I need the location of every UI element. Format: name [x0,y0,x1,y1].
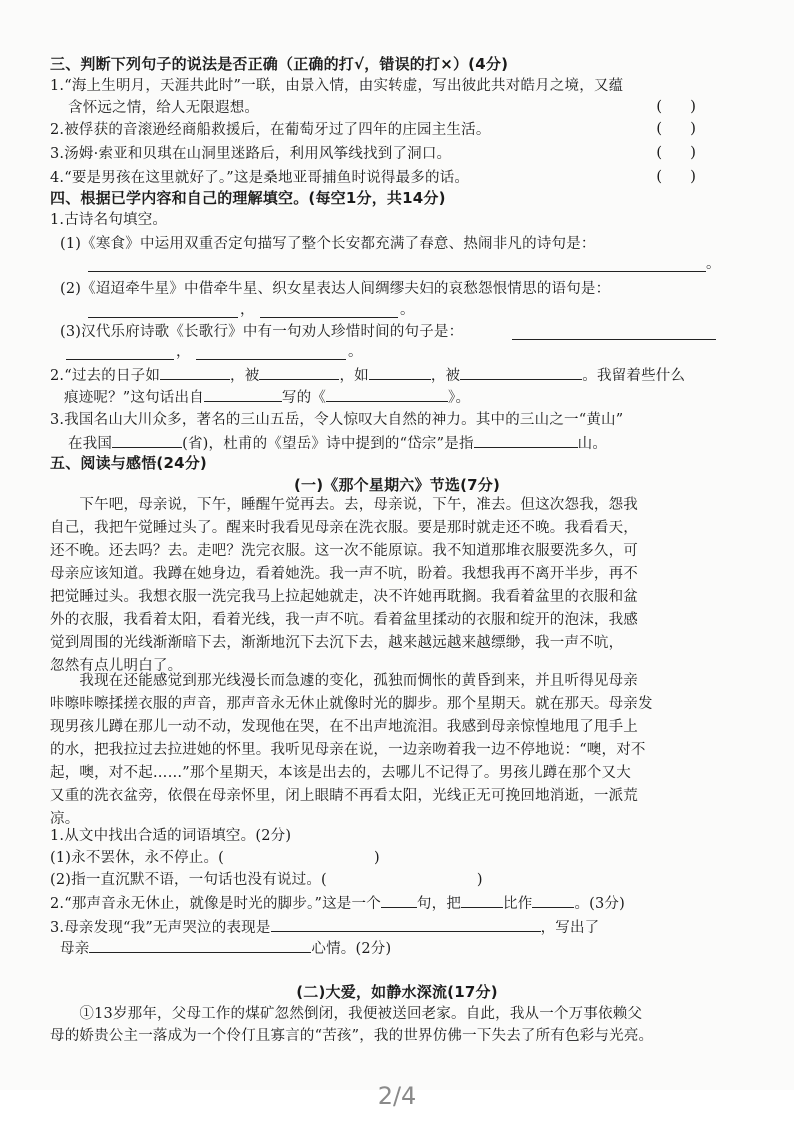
text: 痕迹呢？”这句话出自 [64,390,204,406]
text: ，写出了 [540,920,600,936]
blank-line[interactable] [532,891,574,908]
judge-q2: 2.被俘获的音滚逊经商船救援后，在葡萄牙过了四年的庄园主生活。 [50,122,491,138]
text: ) [476,872,483,888]
reading-2-para1-line: ①13岁那年，父母工作的煤矿忽然倒闭，我便被送回老家。自此，我从一个万事依赖父 [50,1006,643,1022]
blank-line[interactable] [66,359,174,360]
reading-1-para1-line: 觉到周围的光线渐渐暗下去，渐渐地沉下去沉下去，越来越远越来越缥缈，我一声不吭， [50,635,624,651]
fill-q1-2: (2)《迢迢牵牛星》中借牵牛星、织女星表达人间绸缪夫妇的哀愁怨恨情思的语句是： [60,281,611,297]
fill-q3-line1: 3.我国名山大川众多，著名的三山五岳，令人惊叹大自然的神力。其中的三山之一“黄山” [50,412,624,428]
reading-1-para1-line: 自己，我把午觉睡过头了。醒来时我看见母亲在洗衣服。要是那时就走还不晚。我看看天， [50,520,638,536]
reading-1-para2-line: 又重的洗衣盆旁，依偎在母亲怀里，闭上眼睛不再看太阳，光线正无可挽回地消逝，一派荒 [50,788,638,804]
blank-line[interactable] [204,385,282,402]
answer-paren-4[interactable]: () [656,167,724,185]
reading-q1-1 [50,847,380,869]
text: 比作 [503,896,533,912]
judge-q1-line2: 含怀远之情，给人无限遐想。 [68,100,260,116]
page-indicator: 2/4 [377,1082,417,1110]
text: (1)永不罢休，永不停止。( [50,850,224,866]
text: 母亲 [60,941,90,957]
text: 写的《 [281,390,327,406]
fill-q1: 1.古诗名句填空。 [50,212,168,228]
reading-q1: 1.从文中找出合适的词语填空。(2分) [50,828,292,844]
section-4-header: 四、根据已学内容和自己的理解填空。(每空1分，共14分) [50,189,446,207]
reading-1-para1-line: 下午吧，母亲说，下午，睡醒午觉再去。去，母亲说，下午，准去。但这次怨我，怨我 [50,497,638,513]
reading-1-para2-line: 我现在还能感觉到那光线漫长而急遽的变化，孤独而惆怅的黄昏到来，并且听得见母亲 [50,673,638,689]
fill-q2-line1 [50,363,685,387]
blank-line[interactable] [196,359,346,360]
text: 在我国 [68,436,113,452]
text: (省)，杜甫的《望岳》诗中提到的“岱宗”是指 [182,436,474,452]
text: 山。 [577,436,608,452]
blank-line[interactable] [381,891,417,908]
text: 。我留着些什么 [582,368,686,384]
reading-q1-2 [50,869,483,891]
reading-q2 [50,891,625,915]
section-3-header: 三、判断下列句子的说法是否正确（正确的打√，错误的打×）(4分) [50,55,509,73]
reading-1-para2-line: 凉。 [50,811,80,827]
reading-1-para1-line: 外的衣服，我看着太阳，看着光线，我一声不吭。看着盆里揉动的衣服和绽开的泡沫，我感 [50,612,638,628]
reading-1-para1-line: 母亲应该知道。我蹲在她身边，看着她洗。我一声不吭，盼着。我想我再不离开半步，再不 [50,566,638,582]
text: ) [374,850,380,866]
blank-line[interactable] [259,363,339,380]
fill-q1-1: (1)《寒食》中运用双重否定句描写了整个长安都充满了春意、热闹非凡的诗句是： [60,236,596,252]
reading-2-title: (二)大爱，如静水深流(17分) [296,983,498,1001]
text: (2)指一直沉默不语，一句话也没有说过。( [50,872,327,888]
blank-line[interactable] [112,431,182,448]
blank-line[interactable] [88,317,238,318]
text: 2.“那声音永无休止，就像是时光的脚步。”这是一个 [50,896,381,912]
reading-1-para2-line: 现男孩儿蹲在那儿一动不动，发现他在哭，在不出声地流泪。我感到母亲惊惶地甩了甩手上 [50,719,638,735]
blank-line[interactable] [461,891,503,908]
answer-paren-2[interactable]: () [656,119,724,137]
reading-1-para2-line: 起，噢，对不起……”那个星期天，本该是出去的，去哪儿不记得了。男孩儿蹲在那个又大 [50,765,631,781]
blank-line[interactable] [89,936,311,953]
text: 心情。(2分) [311,941,392,957]
section-5-header: 五、阅读与感悟(24分) [50,454,207,472]
blank-line[interactable] [369,363,431,380]
text: 句，把 [416,896,462,912]
punct-period: 。 [400,302,415,318]
blank-line[interactable] [88,271,706,272]
judge-q1-line1: 1.“海上生明月，天涯共此时”一联，由景入情，由实转虚，写出彼此共对皓月之境，又蕴 [50,78,624,94]
blank-line[interactable] [460,363,582,380]
reading-1-para1-line: 忽然有点儿明白了。 [50,658,183,674]
punct-comma: ， [176,344,191,360]
punct-period: 。 [706,256,721,272]
text: 2.“过去的日子如 [50,368,161,384]
punct-period: 。 [348,344,363,360]
text: ，如 [339,368,369,384]
blank-line[interactable] [326,385,448,402]
text: ，被 [230,368,260,384]
reading-1-para2-line: 的水，把我拉过去拉进她的怀里。我听见母亲在说，一边亲吻着我一边不停地说：“噢，对不 [50,742,646,758]
blank-line[interactable] [271,915,541,932]
reading-1-para2-line: 咔嚓咔嚓揉搓衣服的声音，那声音永无休止就像时光的脚步。那个星期天。就在那天。母亲发 [50,696,653,712]
reading-2-para1-line: 母的娇贵公主一落成为一个伶仃且寡言的“苦孩”，我的世界仿佛一下失去了所有色彩与光亮。 [50,1028,654,1044]
reading-q3-line2 [60,936,391,960]
blank-line[interactable] [160,363,230,380]
text: ，被 [430,368,461,384]
blank-line[interactable] [512,339,716,340]
judge-q3: 3.汤姆·索亚和贝琪在山洞里迷路后，利用风筝线找到了洞口。 [50,146,452,162]
fill-q2-line2 [64,385,470,409]
answer-paren-1[interactable]: () [656,97,724,115]
text: 。(3分) [574,896,625,912]
text: 3.母亲发现“我”无声哭泣的表现是 [50,920,271,936]
blank-line[interactable] [260,317,398,318]
reading-1-para1-line: 把觉睡过头。我想衣服一洗完我马上拉起她就走，决不许她再耽搁。我看着盆里的衣服和盆 [50,589,638,605]
reading-1-title: (一)《那个星期六》节选(7分) [293,476,501,494]
reading-1-para1-line: 还不晚。还去吗？去。走吧？洗完衣服。这一次不能原谅。我不知道那堆衣服要洗多久，可 [50,543,638,559]
blank-line[interactable] [474,431,578,448]
text: 》。 [448,390,471,406]
answer-paren-3[interactable]: () [656,143,724,161]
judge-q4: 4.“要是男孩在这里就好了。”这是桑地亚哥捕鱼时说得最多的话。 [50,170,470,186]
fill-q1-3: (3)汉代乐府诗歌《长歌行》中有一句劝人珍惜时间的句子是： [60,324,464,340]
punct-comma: ， [240,302,255,318]
